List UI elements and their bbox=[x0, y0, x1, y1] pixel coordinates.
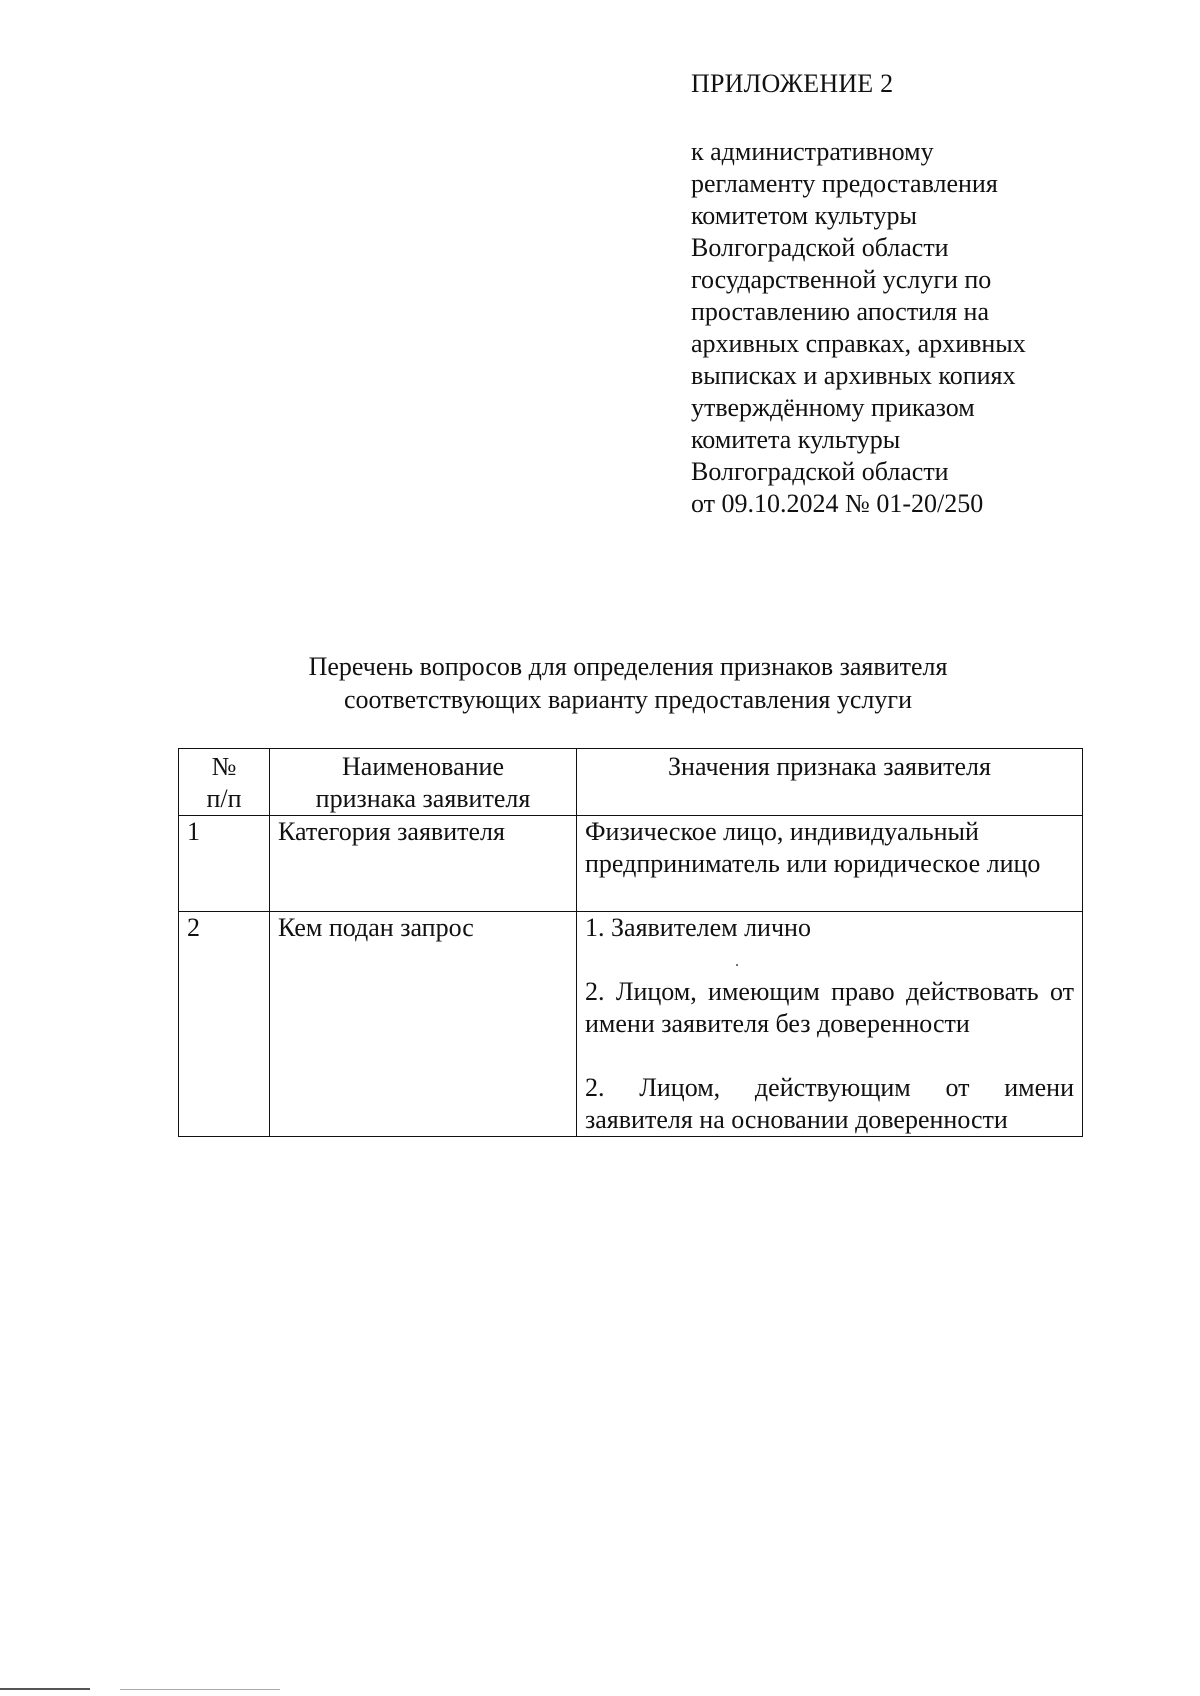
header-name-line-2: признака заявителя bbox=[315, 784, 531, 813]
appendix-reference bbox=[691, 136, 1111, 520]
attribute-value: Физическое лицо, индивидуальный предприниматель или юридическое лицо bbox=[585, 817, 1041, 878]
row-attribute-values bbox=[577, 912, 1083, 1137]
row-attribute-name: Кем подан запрос bbox=[270, 912, 577, 1137]
appendix-line: Волгоградской области bbox=[691, 233, 949, 262]
table-row bbox=[179, 816, 1083, 912]
header-number-line-1: № bbox=[211, 752, 237, 781]
appendix-line: к административному bbox=[691, 137, 934, 166]
header-number bbox=[179, 749, 270, 816]
header-number-line-2: п/п bbox=[206, 784, 242, 813]
scan-edge-mark bbox=[0, 1688, 90, 1690]
appendix-header bbox=[691, 68, 1111, 520]
appendix-line: комитетом культуры bbox=[691, 201, 918, 230]
row-number: 2 bbox=[179, 912, 270, 1137]
appendix-line: архивных справках, архивных bbox=[691, 329, 1026, 358]
row-attribute-name: Категория заявителя bbox=[270, 816, 577, 912]
appendix-line: регламенту предоставления bbox=[691, 169, 998, 198]
list-title-line-2: соответствующих варианту предоставления услуги bbox=[344, 685, 912, 714]
appendix-line: утверждённому приказом bbox=[691, 393, 975, 422]
appendix-line: Волгоградской области bbox=[691, 457, 949, 486]
attribute-value: 2. Лицом, действующим от имени заявителя на основании доверенности bbox=[585, 1073, 1074, 1134]
header-attribute-values bbox=[577, 749, 1083, 816]
appendix-title: ПРИЛОЖЕНИЕ 2 bbox=[691, 69, 894, 98]
header-name-line-1: Наименование bbox=[342, 752, 504, 781]
criteria-table bbox=[178, 748, 1083, 1137]
row-attribute-values bbox=[577, 816, 1083, 912]
appendix-line: проставлению апостиля на bbox=[691, 297, 989, 326]
attribute-value: 2. Лицом, имеющим право действовать от имени заявителя без доверенности bbox=[585, 977, 1074, 1038]
appendix-line: выписках и архивных копиях bbox=[691, 361, 1016, 390]
appendix-line: от 09.10.2024 № 01-20/250 bbox=[691, 489, 984, 518]
scan-speck bbox=[736, 964, 738, 966]
list-title bbox=[178, 650, 1078, 716]
table-header-row bbox=[179, 749, 1083, 816]
header-attribute-name bbox=[270, 749, 577, 816]
table-row bbox=[179, 912, 1083, 1137]
header-values-label: Значения признака заявителя bbox=[668, 752, 991, 781]
appendix-line: государственной услуги по bbox=[691, 265, 992, 294]
appendix-line: комитета культуры bbox=[691, 425, 901, 454]
scan-edge-mark bbox=[120, 1689, 280, 1690]
row-number: 1 bbox=[179, 816, 270, 912]
attribute-value: 1. Заявителем лично bbox=[585, 913, 811, 942]
list-title-line-1: Перечень вопросов для определения признаков заявителя bbox=[308, 652, 948, 681]
